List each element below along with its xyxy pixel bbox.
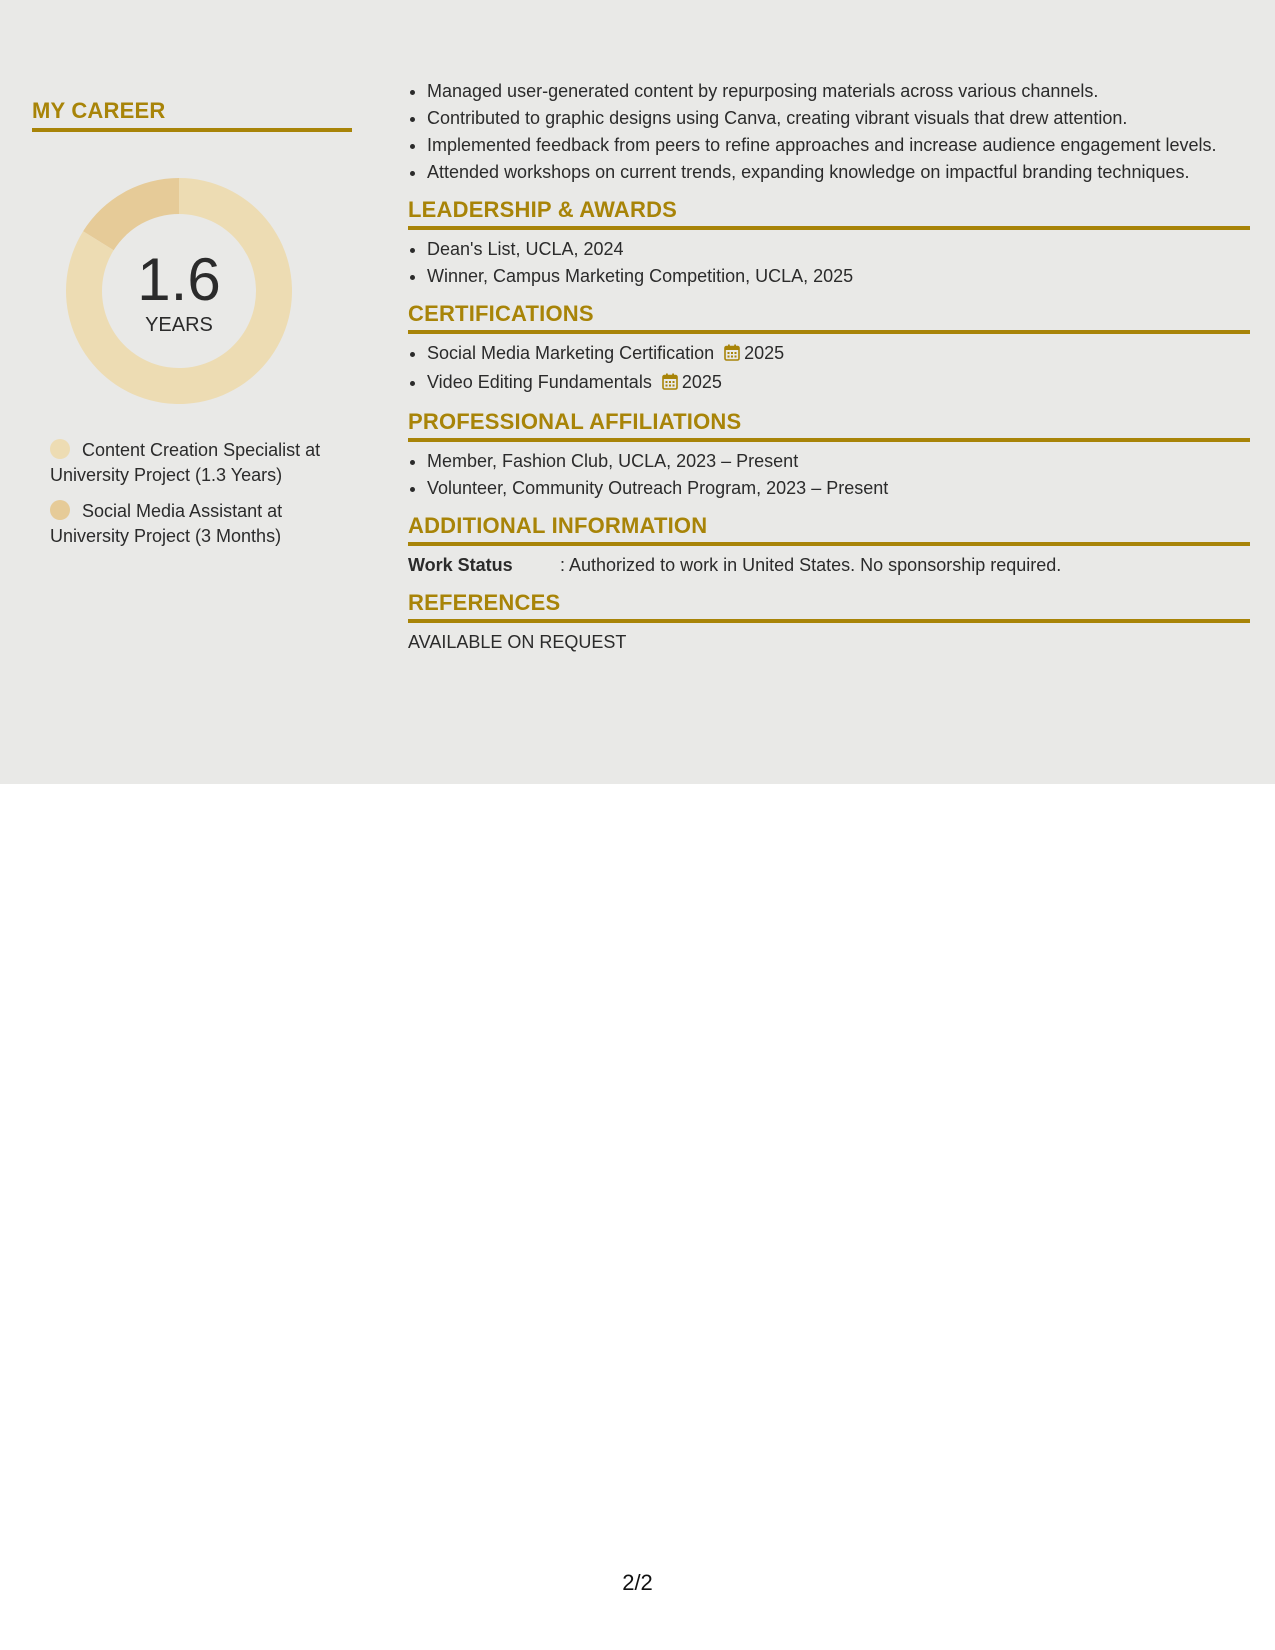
career-legend bbox=[50, 438, 340, 560]
section-title: REFERENCES bbox=[408, 590, 561, 615]
list-item: • Winner, Campus Marketing Competition, UCLA, 2025 bbox=[427, 265, 1250, 288]
work-status-row bbox=[408, 554, 1250, 577]
list-item: • Volunteer, Community Outreach Program, 2023 – Present bbox=[427, 477, 1250, 500]
list-item bbox=[427, 342, 1250, 367]
main-column bbox=[408, 80, 1250, 654]
list-item: • Managed user-generated content by repurposing materials across various channels. bbox=[427, 80, 1250, 103]
section-title: PROFESSIONAL AFFILIATIONS bbox=[408, 409, 742, 434]
career-column bbox=[32, 98, 352, 546]
legend-label: Social Media Assistant at University Project (3 Months) bbox=[50, 501, 283, 546]
donut-center bbox=[66, 246, 292, 338]
list-item bbox=[427, 371, 1250, 396]
certification-year: 2025 bbox=[744, 343, 785, 363]
section-rule bbox=[408, 619, 1250, 623]
experience-bullets bbox=[408, 80, 1250, 184]
list-item: • Attended workshops on current trends, expanding knowledge on impactful branding techniques. bbox=[427, 161, 1250, 184]
career-total-unit: YEARS bbox=[145, 314, 213, 336]
list-item: • Dean's List, UCLA, 2024 bbox=[427, 238, 1250, 261]
list-item: • Implemented feedback from peers to refine approaches and increase audience engagement levels. bbox=[427, 134, 1250, 157]
career-total-value: 1.6 bbox=[137, 246, 221, 313]
certification-year: 2025 bbox=[681, 372, 722, 392]
legend-label: Content Creation Specialist at University Project (1.3 Years) bbox=[50, 440, 321, 485]
list-item: • Contributed to graphic designs using Canva, creating vibrant visuals that drew attention. bbox=[427, 107, 1250, 130]
legend-dot bbox=[50, 500, 70, 520]
section-rule bbox=[408, 226, 1250, 230]
career-title: MY CAREER bbox=[32, 98, 166, 123]
legend-dot bbox=[50, 439, 70, 459]
certifications-section bbox=[408, 301, 1250, 396]
section-rule bbox=[408, 330, 1250, 334]
calendar-icon bbox=[662, 373, 678, 396]
certification-name: Social Media Marketing Certification bbox=[427, 343, 715, 363]
affiliations-list bbox=[408, 450, 1250, 500]
section-title: LEADERSHIP & AWARDS bbox=[408, 197, 678, 222]
section-rule bbox=[408, 438, 1250, 442]
additional-info-section bbox=[408, 513, 1250, 577]
section-rule bbox=[408, 542, 1250, 546]
leadership-section bbox=[408, 197, 1250, 288]
list-item: • Member, Fashion Club, UCLA, 2023 – Present bbox=[427, 450, 1250, 473]
donut-slice-social-media bbox=[83, 178, 179, 250]
affiliations-section bbox=[408, 409, 1250, 500]
legend-item-content-creation bbox=[50, 438, 340, 488]
leadership-list bbox=[408, 238, 1250, 288]
work-status-value: : Authorized to work in United States. No sponsorship required. bbox=[560, 555, 1062, 575]
section-title: ADDITIONAL INFORMATION bbox=[408, 513, 708, 538]
references-section bbox=[408, 590, 1250, 654]
references-text: AVAILABLE ON REQUEST bbox=[408, 632, 627, 652]
career-title-rule bbox=[32, 128, 352, 132]
work-status-label: Work Status bbox=[408, 555, 513, 575]
certifications-list bbox=[408, 342, 1250, 396]
page-number: 2/2 bbox=[622, 1570, 653, 1595]
legend-item-social-media bbox=[50, 499, 340, 549]
career-donut-chart bbox=[66, 178, 292, 404]
calendar-icon bbox=[724, 344, 740, 367]
certification-name: Video Editing Fundamentals bbox=[427, 372, 652, 392]
section-title: CERTIFICATIONS bbox=[408, 301, 594, 326]
